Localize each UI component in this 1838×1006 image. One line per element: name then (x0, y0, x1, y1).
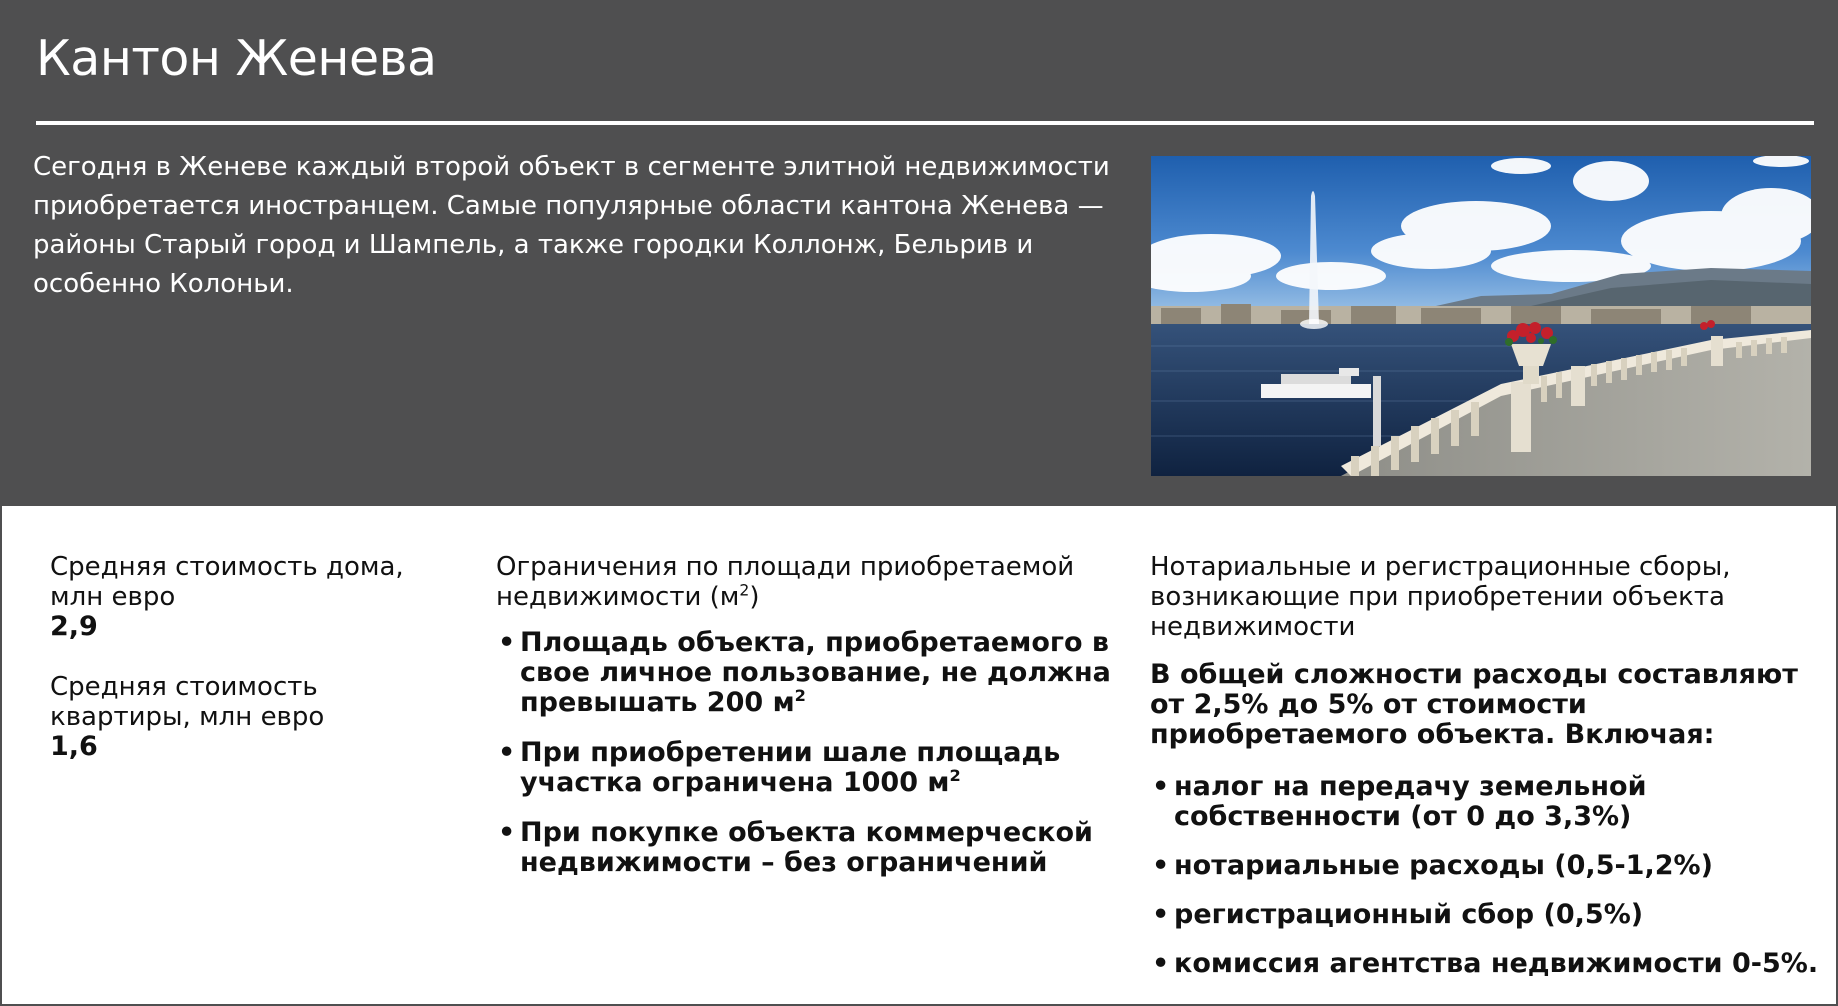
apartment-price-stat (50, 672, 450, 762)
list-item-text: Площадь объекта, приобретаемого в свое личное пользование, не должна превышать 200 м (520, 627, 1111, 718)
list-item-text: При приобретении шале площадь участка ограничена 1000 м (520, 737, 1061, 798)
list-item: • нотариальные расходы (0,5-1,2%) (1150, 851, 1830, 881)
area-restrictions-heading (496, 552, 1116, 612)
heading-tail: ) (749, 582, 760, 612)
apartment-price-label: Средняя стоимость квартиры, млн евро (50, 672, 325, 732)
area-restrictions-column (496, 552, 1116, 898)
list-item (496, 628, 1116, 718)
price-column (50, 552, 450, 792)
house-price-value: 2,9 (50, 611, 98, 642)
apartment-price-value: 1,6 (50, 731, 98, 762)
list-item (496, 738, 1116, 798)
list-item: • комиссия агентства недвижимости 0-5%. (1150, 949, 1830, 979)
list-item-text: При покупке объекта коммерческой недвижимости – без ограничений (520, 817, 1093, 878)
area-restrictions-heading-text: Ограничения по площади приобретаемой недвижимости (м (496, 552, 1075, 612)
page-title: Кантон Женева (36, 30, 437, 87)
list-item-superscript: 2 (794, 686, 806, 705)
fees-list (1150, 772, 1830, 979)
list-item: • регистрационный сбор (0,5%) (1150, 900, 1830, 930)
heading-superscript: 2 (739, 581, 750, 600)
fees-column (1150, 552, 1830, 998)
house-price-label: Средняя стоимость дома, млн евро (50, 552, 404, 612)
list-item-superscript: 2 (949, 766, 961, 785)
area-restrictions-list (496, 628, 1116, 878)
list-item: • налог на передачу земельной собственности (от 0 до 3,3%) (1150, 772, 1830, 832)
fees-summary: В общей сложности расходы составляют от 2,5% до 5% от стоимости приобретаемого объекта. Включая: (1150, 659, 1798, 750)
fees-heading: Нотариальные и регистрационные сборы, возникающие при приобретении объекта недвижимости (1150, 552, 1731, 642)
title-divider (36, 121, 1814, 125)
details-section (0, 506, 1838, 1006)
house-price-stat (50, 552, 450, 642)
intro-text: Сегодня в Женеве каждый второй объект в сегменте элитной недвижимости приобретается иностранцем. Самые популярные области кантона Женева — районы Старый город и Шампель, а также городки Коллонж, Бельрив и особенно Колоньи. (33, 152, 1110, 299)
geneva-photo (1151, 156, 1811, 476)
list-item (496, 818, 1116, 878)
